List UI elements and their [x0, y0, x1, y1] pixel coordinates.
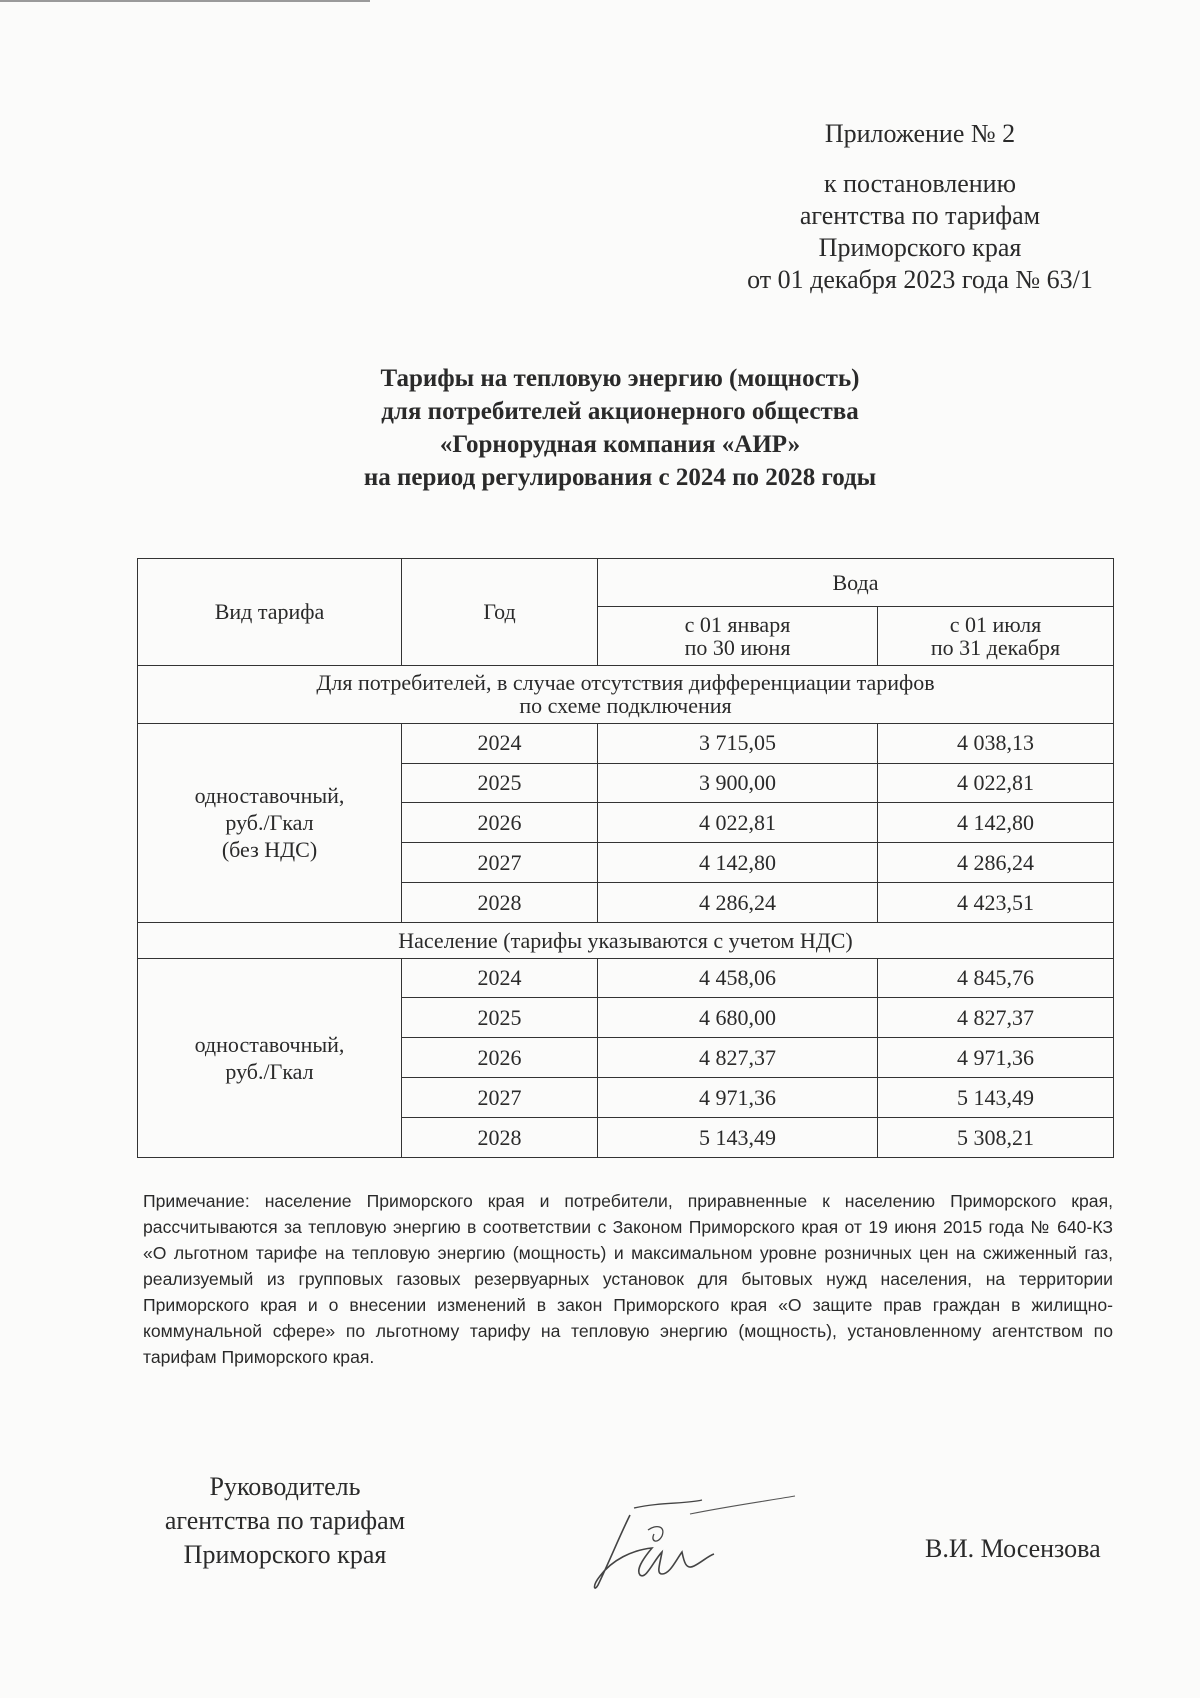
appendix-line: Приморского края — [818, 233, 1022, 262]
tariff-h2-cell: 4 971,36 — [878, 1038, 1114, 1078]
header-period-first-half — [598, 607, 878, 666]
table-row — [138, 958, 1114, 998]
period-line: по 30 июня — [684, 635, 791, 661]
scan-edge-line — [0, 0, 370, 2]
title-line: на период регулирования с 2024 по 2028 годы — [363, 464, 877, 491]
footnote: Примечание: население Приморского края и потребители, приравненные к населению Приморского края, рассчитываются за тепловую энергию в соответствии с Законом Приморского края от 19 июня 2015 года № 640-КЗ «О льготном тарифе на тепловую энергию (мощность) и максимальном уровне розничных цен на сжиженный газ, реализуемый из групповых газовых резервуарных установок для бытовых нужд населения, на территории Приморского края и о внесении изменений в закон Приморского края «О защите прав граждан в жилищно-коммунальной сфере» по льготному тарифу на тепловую энергию (мощность), установленному агентством по тарифам Приморского края. — [143, 1191, 1113, 1367]
position-line: агентства по тарифам — [164, 1506, 406, 1535]
tariff-h1-cell: 4 142,80 — [598, 843, 878, 883]
section-title-line: Население (тарифы указываются с учетом НДС) — [398, 927, 853, 953]
section-title-line: по схеме подключения — [519, 693, 732, 719]
tariff-kind-cell — [138, 723, 402, 922]
title-line: для потребителей акционерного общества — [381, 398, 859, 425]
handwritten-signature — [590, 1490, 800, 1600]
tariff-h2-cell: 4 845,76 — [878, 958, 1114, 998]
period-line: с 01 июля — [949, 612, 1042, 638]
tariff-kind-line: одноставочный, — [194, 1031, 345, 1057]
appendix-line: от 01 декабря 2023 года № 63/1 — [747, 265, 1093, 294]
header-period-second-half — [878, 607, 1114, 666]
position-line: Приморского края — [183, 1540, 387, 1569]
tariff-h2-cell: 4 827,37 — [878, 998, 1114, 1038]
year-cell: 2024 — [402, 723, 598, 763]
document-title — [190, 362, 1050, 494]
year-cell: 2025 — [402, 763, 598, 803]
title-line: «Горнорудная компания «АИР» — [439, 431, 801, 458]
tariff-kind-line: одноставочный, — [194, 783, 345, 809]
tariff-h2-cell: 5 308,21 — [878, 1118, 1114, 1158]
year-cell: 2027 — [402, 843, 598, 883]
year-cell: 2026 — [402, 1038, 598, 1078]
tariff-h1-cell: 4 458,06 — [598, 958, 878, 998]
year-cell: 2027 — [402, 1078, 598, 1118]
tariff-kind-line: (без НДС) — [221, 837, 318, 863]
year-cell: 2028 — [402, 1118, 598, 1158]
tariff-h1-cell: 4 827,37 — [598, 1038, 878, 1078]
section-title — [138, 665, 1114, 723]
appendix-line: агентства по тарифам — [799, 201, 1041, 230]
year-cell: 2026 — [402, 803, 598, 843]
tariff-table — [137, 558, 1114, 1158]
tariff-h1-cell: 3 715,05 — [598, 723, 878, 763]
header-year: Год — [402, 559, 598, 666]
tariff-h2-cell: 4 286,24 — [878, 843, 1114, 883]
position-line: Руководитель — [209, 1472, 361, 1501]
year-cell: 2025 — [402, 998, 598, 1038]
tariff-kind-line: руб./Гкал — [225, 1058, 314, 1084]
tariff-h2-cell: 4 142,80 — [878, 803, 1114, 843]
tariff-h1-cell: 4 971,36 — [598, 1078, 878, 1118]
tariff-h1-cell: 4 680,00 — [598, 998, 878, 1038]
appendix-line: к постановлению — [823, 169, 1017, 198]
tariff-h1-cell: 4 286,24 — [598, 883, 878, 923]
period-line: по 31 декабря — [930, 635, 1061, 661]
tariff-kind-line: руб./Гкал — [225, 810, 314, 836]
header-water: Вода — [598, 559, 1114, 607]
tariff-h2-cell: 4 423,51 — [878, 883, 1114, 923]
title-line: Тарифы на тепловую энергию (мощность) — [380, 365, 860, 392]
section-title-line: Для потребителей, в случае отсутствия дифференциации тарифов — [316, 670, 935, 696]
tariff-h1-cell: 4 022,81 — [598, 803, 878, 843]
tariff-h2-cell: 5 143,49 — [878, 1078, 1114, 1118]
header-row — [138, 559, 1114, 607]
section-row — [138, 665, 1114, 723]
tariff-kind-cell — [138, 958, 402, 1157]
appendix-block — [700, 118, 1140, 296]
tariff-h2-cell: 4 038,13 — [878, 723, 1114, 763]
tariff-h1-cell: 3 900,00 — [598, 763, 878, 803]
period-line: с 01 января — [684, 612, 791, 638]
year-cell: 2024 — [402, 958, 598, 998]
signatory-position — [140, 1470, 430, 1572]
signatory-name: В.И. Мосензова — [925, 1534, 1101, 1563]
year-cell: 2028 — [402, 883, 598, 923]
header-tariff-type: Вид тарифа — [138, 559, 402, 666]
section-row — [138, 922, 1114, 958]
tariff-h2-cell: 4 022,81 — [878, 763, 1114, 803]
appendix-title: Приложение № 2 — [824, 119, 1016, 148]
tariff-h1-cell: 5 143,49 — [598, 1118, 878, 1158]
section-title — [138, 922, 1114, 958]
table-row — [138, 723, 1114, 763]
